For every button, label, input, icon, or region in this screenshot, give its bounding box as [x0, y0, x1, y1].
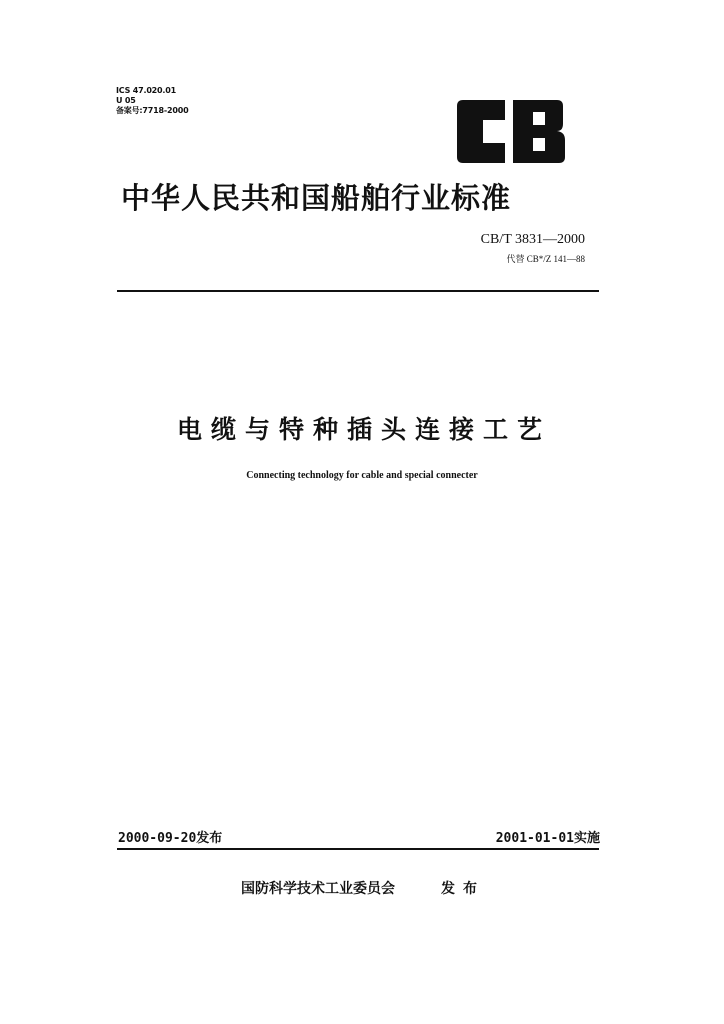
standard-title: 中华人民共和国船舶行业标准: [121, 181, 512, 215]
cb-logo: [453, 100, 566, 163]
document-title-cn: 电缆与特种插头连接工艺: [176, 415, 551, 444]
issuing-authority: 国防科学技术工业委员会: [241, 881, 395, 897]
classification-block: [116, 86, 188, 116]
bottom-divider: [117, 848, 599, 850]
category-code: U 05: [116, 96, 136, 105]
standard-number: CB/T 3831—2000: [480, 232, 585, 247]
top-divider: [117, 290, 599, 292]
ics-code: ICS 47.020.01: [116, 86, 176, 95]
registration-number: 备案号:7718-2000: [116, 106, 189, 115]
issue-date: 2000-09-20发布: [118, 831, 223, 846]
document-title-en: Connecting technology for cable and special connecter: [246, 470, 478, 481]
issuer-action: 发布: [441, 881, 485, 897]
replaces-standard: 代替 CB*/Z 141—88: [506, 254, 585, 264]
implementation-date: 2001-01-01实施: [495, 831, 600, 846]
